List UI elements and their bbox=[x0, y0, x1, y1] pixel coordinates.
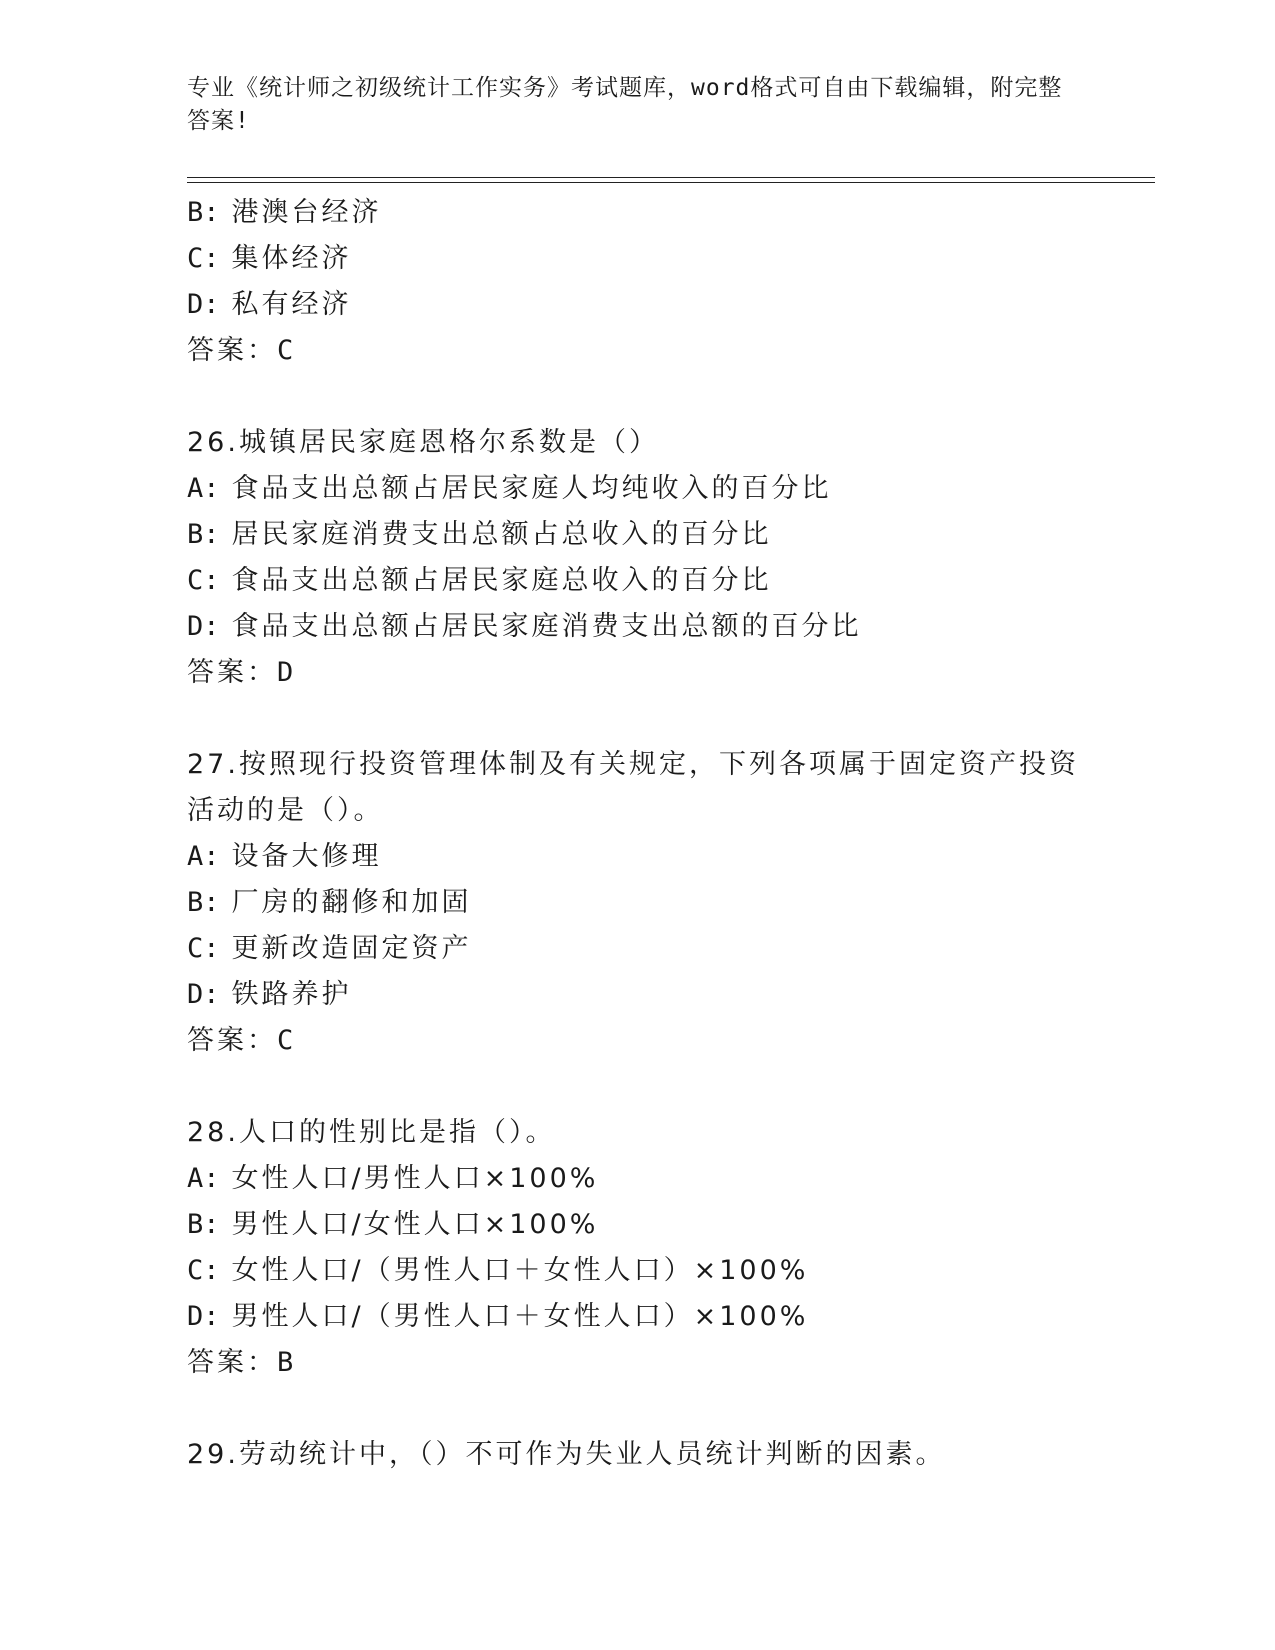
answer-label: 答案： bbox=[187, 657, 277, 688]
option-item bbox=[187, 972, 1087, 1018]
option-item bbox=[187, 834, 1087, 880]
spacer bbox=[187, 1386, 1087, 1432]
option-label: B: bbox=[187, 1209, 220, 1240]
option-text: 食品支出总额占居民家庭总收入的百分比 bbox=[231, 565, 772, 596]
option-item bbox=[187, 512, 1087, 558]
option-item bbox=[187, 1202, 1087, 1248]
option-label: A: bbox=[187, 1163, 220, 1194]
option-item bbox=[187, 282, 1087, 328]
answer-label: 答案： bbox=[187, 1025, 277, 1056]
option-label: C: bbox=[187, 243, 220, 274]
header-divider-top bbox=[187, 177, 1155, 178]
option-item bbox=[187, 1294, 1087, 1340]
option-item bbox=[187, 1156, 1087, 1202]
answer-value: C bbox=[277, 1025, 297, 1056]
option-text: 私有经济 bbox=[231, 289, 352, 320]
question-stem: 26.城镇居民家庭恩格尔系数是（） bbox=[187, 427, 659, 458]
option-text: 设备大修理 bbox=[231, 841, 382, 872]
option-label: B: bbox=[187, 887, 220, 918]
question-block bbox=[187, 1432, 1087, 1478]
option-text: 铁路养护 bbox=[231, 979, 352, 1010]
option-label: B: bbox=[187, 519, 220, 550]
answer-value: D bbox=[277, 657, 297, 688]
option-label: D: bbox=[187, 1301, 220, 1332]
option-item bbox=[187, 466, 1087, 512]
question-block bbox=[187, 742, 1087, 1064]
answer-line bbox=[187, 1018, 1087, 1064]
option-item bbox=[187, 558, 1087, 604]
option-text: 女性人口/（男性人口＋女性人口）×100% bbox=[231, 1255, 809, 1286]
option-text: 食品支出总额占居民家庭人均纯收入的百分比 bbox=[231, 473, 832, 504]
option-text: 集体经济 bbox=[231, 243, 352, 274]
question-stem: 27.按照现行投资管理体制及有关规定，下列各项属于固定资产投资活动的是（）。 bbox=[187, 749, 1079, 826]
option-item bbox=[187, 880, 1087, 926]
option-label: C: bbox=[187, 1255, 220, 1286]
question-stem: 29.劳动统计中，（）不可作为失业人员统计判断的因素。 bbox=[187, 1439, 946, 1470]
option-text: 港澳台经济 bbox=[231, 197, 382, 228]
option-label: C: bbox=[187, 565, 220, 596]
header-divider-bottom bbox=[187, 182, 1155, 183]
option-text: 食品支出总额占居民家庭消费支出总额的百分比 bbox=[231, 611, 862, 642]
option-label: D: bbox=[187, 289, 220, 320]
answer-line bbox=[187, 1340, 1087, 1386]
option-text: 男性人口/女性人口×100% bbox=[231, 1209, 599, 1240]
answer-line bbox=[187, 650, 1087, 696]
answer-label: 答案： bbox=[187, 1347, 277, 1378]
question-stem: 28.人口的性别比是指（）。 bbox=[187, 1117, 556, 1148]
answer-line bbox=[187, 328, 1087, 374]
option-text: 居民家庭消费支出总额占总收入的百分比 bbox=[231, 519, 772, 550]
option-text: 男性人口/（男性人口＋女性人口）×100% bbox=[231, 1301, 809, 1332]
spacer bbox=[187, 696, 1087, 742]
option-label: C: bbox=[187, 933, 220, 964]
option-item bbox=[187, 604, 1087, 650]
question-content bbox=[187, 190, 1087, 1478]
option-label: A: bbox=[187, 841, 220, 872]
answer-value: C bbox=[277, 335, 297, 366]
option-item bbox=[187, 1248, 1087, 1294]
question-block bbox=[187, 420, 1087, 696]
option-label: D: bbox=[187, 611, 220, 642]
spacer bbox=[187, 1064, 1087, 1110]
option-text: 女性人口/男性人口×100% bbox=[231, 1163, 599, 1194]
answer-label: 答案： bbox=[187, 335, 277, 366]
option-text: 更新改造固定资产 bbox=[231, 933, 472, 964]
spacer bbox=[187, 374, 1087, 420]
question-block bbox=[187, 1110, 1087, 1386]
option-label: D: bbox=[187, 979, 220, 1010]
option-item bbox=[187, 190, 1087, 236]
option-text: 厂房的翻修和加固 bbox=[231, 887, 472, 918]
option-item bbox=[187, 236, 1087, 282]
option-label: A: bbox=[187, 473, 220, 504]
document-header: 专业《统计师之初级统计工作实务》考试题库，word格式可自由下载编辑，附完整答案! bbox=[187, 75, 1063, 134]
option-item bbox=[187, 926, 1087, 972]
answer-value: B bbox=[277, 1347, 297, 1378]
partial-question bbox=[187, 190, 1087, 374]
option-label: B: bbox=[187, 197, 220, 228]
